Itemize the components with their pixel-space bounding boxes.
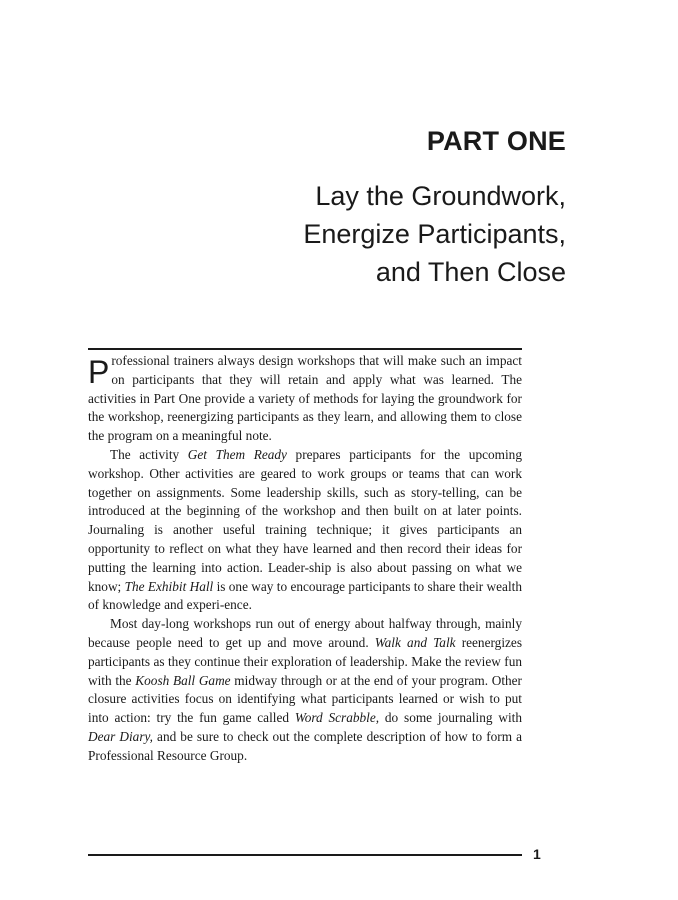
paragraph-text: prepares participants for the upcoming workshop. Other activities are geared to work groups or teams that can work together on assignments. Some leadership skills, such as story-telling, can be introduced at the beginning of the workshop and then built on at later points. Journaling is another useful training technique; it gives participants an opportunity to reflect on what they have learned and then record their ideas for putting the learning into action. Leader-ship is also about passing on what we know; xyxy=(88,446,522,594)
part-title xyxy=(303,177,566,291)
paragraph-text: Most day-long workshops run out of energy about halfway through, mainly because people need to get up and move around. xyxy=(88,616,522,650)
activity-title: Walk and Talk xyxy=(374,634,456,650)
paragraph-text: and be sure to check out the complete description of how to form a Professional Resource Group. xyxy=(88,728,523,763)
part-title-line: and Then Close xyxy=(375,257,566,287)
energizer-paragraph xyxy=(88,615,522,765)
part-title-line: Lay the Groundwork, xyxy=(315,181,566,211)
paragraph-text: reenergizes participants as they continue their exploration of leadership. Make the review fun with the xyxy=(88,634,522,688)
activity-title: Word Scrabble, xyxy=(294,710,380,726)
body-text xyxy=(88,352,522,766)
part-title-line: Energize Participants, xyxy=(303,219,566,249)
activity-title: Get Them Ready xyxy=(187,446,287,462)
activity-title: Koosh Ball Game xyxy=(135,672,231,688)
page-number: 1 xyxy=(533,846,541,862)
part-label: PART ONE xyxy=(426,126,566,156)
activity-title: The Exhibit Hall xyxy=(124,578,214,594)
activity-title: Dear Diary, xyxy=(88,728,153,744)
bottom-divider xyxy=(88,854,522,856)
paragraph-text: is one way to encourage participants to share their wealth of knowledge and experi-ence. xyxy=(88,578,522,613)
paragraph-text: midway through or at the end of your program. Other closure activities focus on identifying what participants learned or wish to put into action: try the fun game called xyxy=(88,672,522,726)
paragraph-text: do some journaling with xyxy=(379,710,523,726)
paragraph-text: The activity xyxy=(110,446,188,462)
intro-paragraph-text: rofessional trainers always design workshops that will make such an impact on participants that they will retain and apply what was learned. The activities in Part One provide a variety of methods for laying the groundwork for the workshop, reenergizing participants as they learn, and allowing them to close the program on a meaningful note. xyxy=(88,353,522,444)
intro-paragraph xyxy=(88,352,522,446)
drop-cap: P xyxy=(88,354,110,390)
top-divider xyxy=(88,348,522,350)
activities-paragraph xyxy=(88,446,522,615)
